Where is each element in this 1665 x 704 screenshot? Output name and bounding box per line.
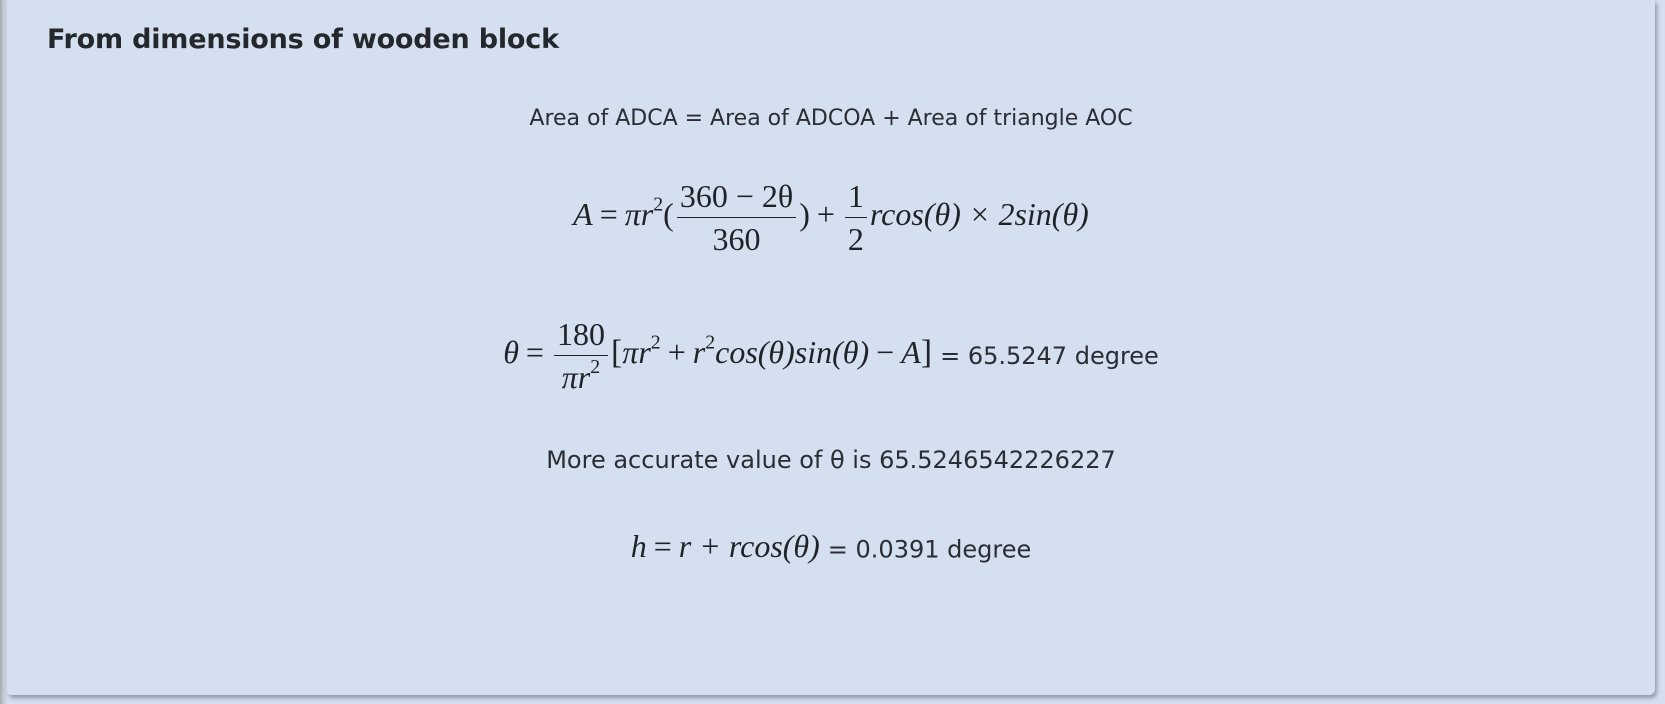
eq-area-open-paren: ( xyxy=(663,196,674,233)
theta-equation xyxy=(7,316,1655,396)
content-card xyxy=(7,0,1655,695)
eq-area-exponent: 2 xyxy=(653,193,664,216)
eq-theta-den-r: r xyxy=(577,358,591,395)
eq-theta-r: r xyxy=(638,334,651,371)
eq-theta-numerator: 180 xyxy=(554,316,608,356)
eq-theta-exponent-1: 2 xyxy=(650,331,661,354)
eq-area-frac2-numerator: 1 xyxy=(845,178,867,218)
eq-area-fraction-2 xyxy=(845,178,867,258)
eq-theta-pi: π xyxy=(622,334,639,371)
eq-theta-open-bracket: [ xyxy=(610,334,623,372)
eq-theta-denominator xyxy=(554,356,608,396)
eq-h-rhs: r + rcos(θ) xyxy=(678,528,820,564)
eq-theta-trig: cos(θ)sin(θ) xyxy=(715,334,870,371)
area-equation xyxy=(7,178,1655,258)
eq-theta-den-exponent: 2 xyxy=(590,355,601,378)
eq-theta-r2: r xyxy=(692,334,706,371)
eq-theta-lhs: θ xyxy=(503,334,519,371)
eq-area-r: r xyxy=(640,196,654,233)
eq-theta-fraction xyxy=(554,316,608,396)
eq-theta-minus: − xyxy=(876,334,895,371)
eq-area-tail: rcos(θ) × 2sin(θ) xyxy=(869,196,1089,233)
height-result: = 0.0391 degree xyxy=(827,535,1032,564)
eq-theta-exponent-2: 2 xyxy=(705,331,716,354)
height-equation xyxy=(7,528,1655,565)
eq-area-plus: + xyxy=(816,196,835,233)
theta-result: = 65.5247 degree xyxy=(940,341,1159,370)
eq-h-lhs: h xyxy=(630,528,647,564)
eq-theta-plus: + xyxy=(667,334,686,371)
area-sentence: Area of ADCA = Area of ADCOA + Area of triangle AOC xyxy=(529,106,1133,131)
eq-area-fraction-1 xyxy=(677,178,796,258)
eq-area-equals: = xyxy=(599,196,618,233)
eq-h-equals: = xyxy=(653,528,672,564)
eq-area-frac1-numerator: 360 − 2θ xyxy=(677,178,796,218)
eq-area-lhs: A xyxy=(573,196,593,233)
accurate-theta-sentence: More accurate value of θ is 65.5246542226227 xyxy=(546,446,1116,474)
eq-theta-den-pi: π xyxy=(561,358,578,395)
eq-theta-equals: = xyxy=(525,334,544,371)
eq-area-pi: π xyxy=(624,196,641,233)
eq-area-frac2-denominator: 2 xyxy=(847,220,864,257)
eq-theta-close-bracket: ] xyxy=(920,334,933,372)
eq-theta-A: A xyxy=(901,334,921,371)
card-title: From dimensions of wooden block xyxy=(47,24,559,55)
eq-area-close-paren: ) xyxy=(799,196,810,233)
eq-area-frac1-denominator: 360 xyxy=(712,220,761,257)
